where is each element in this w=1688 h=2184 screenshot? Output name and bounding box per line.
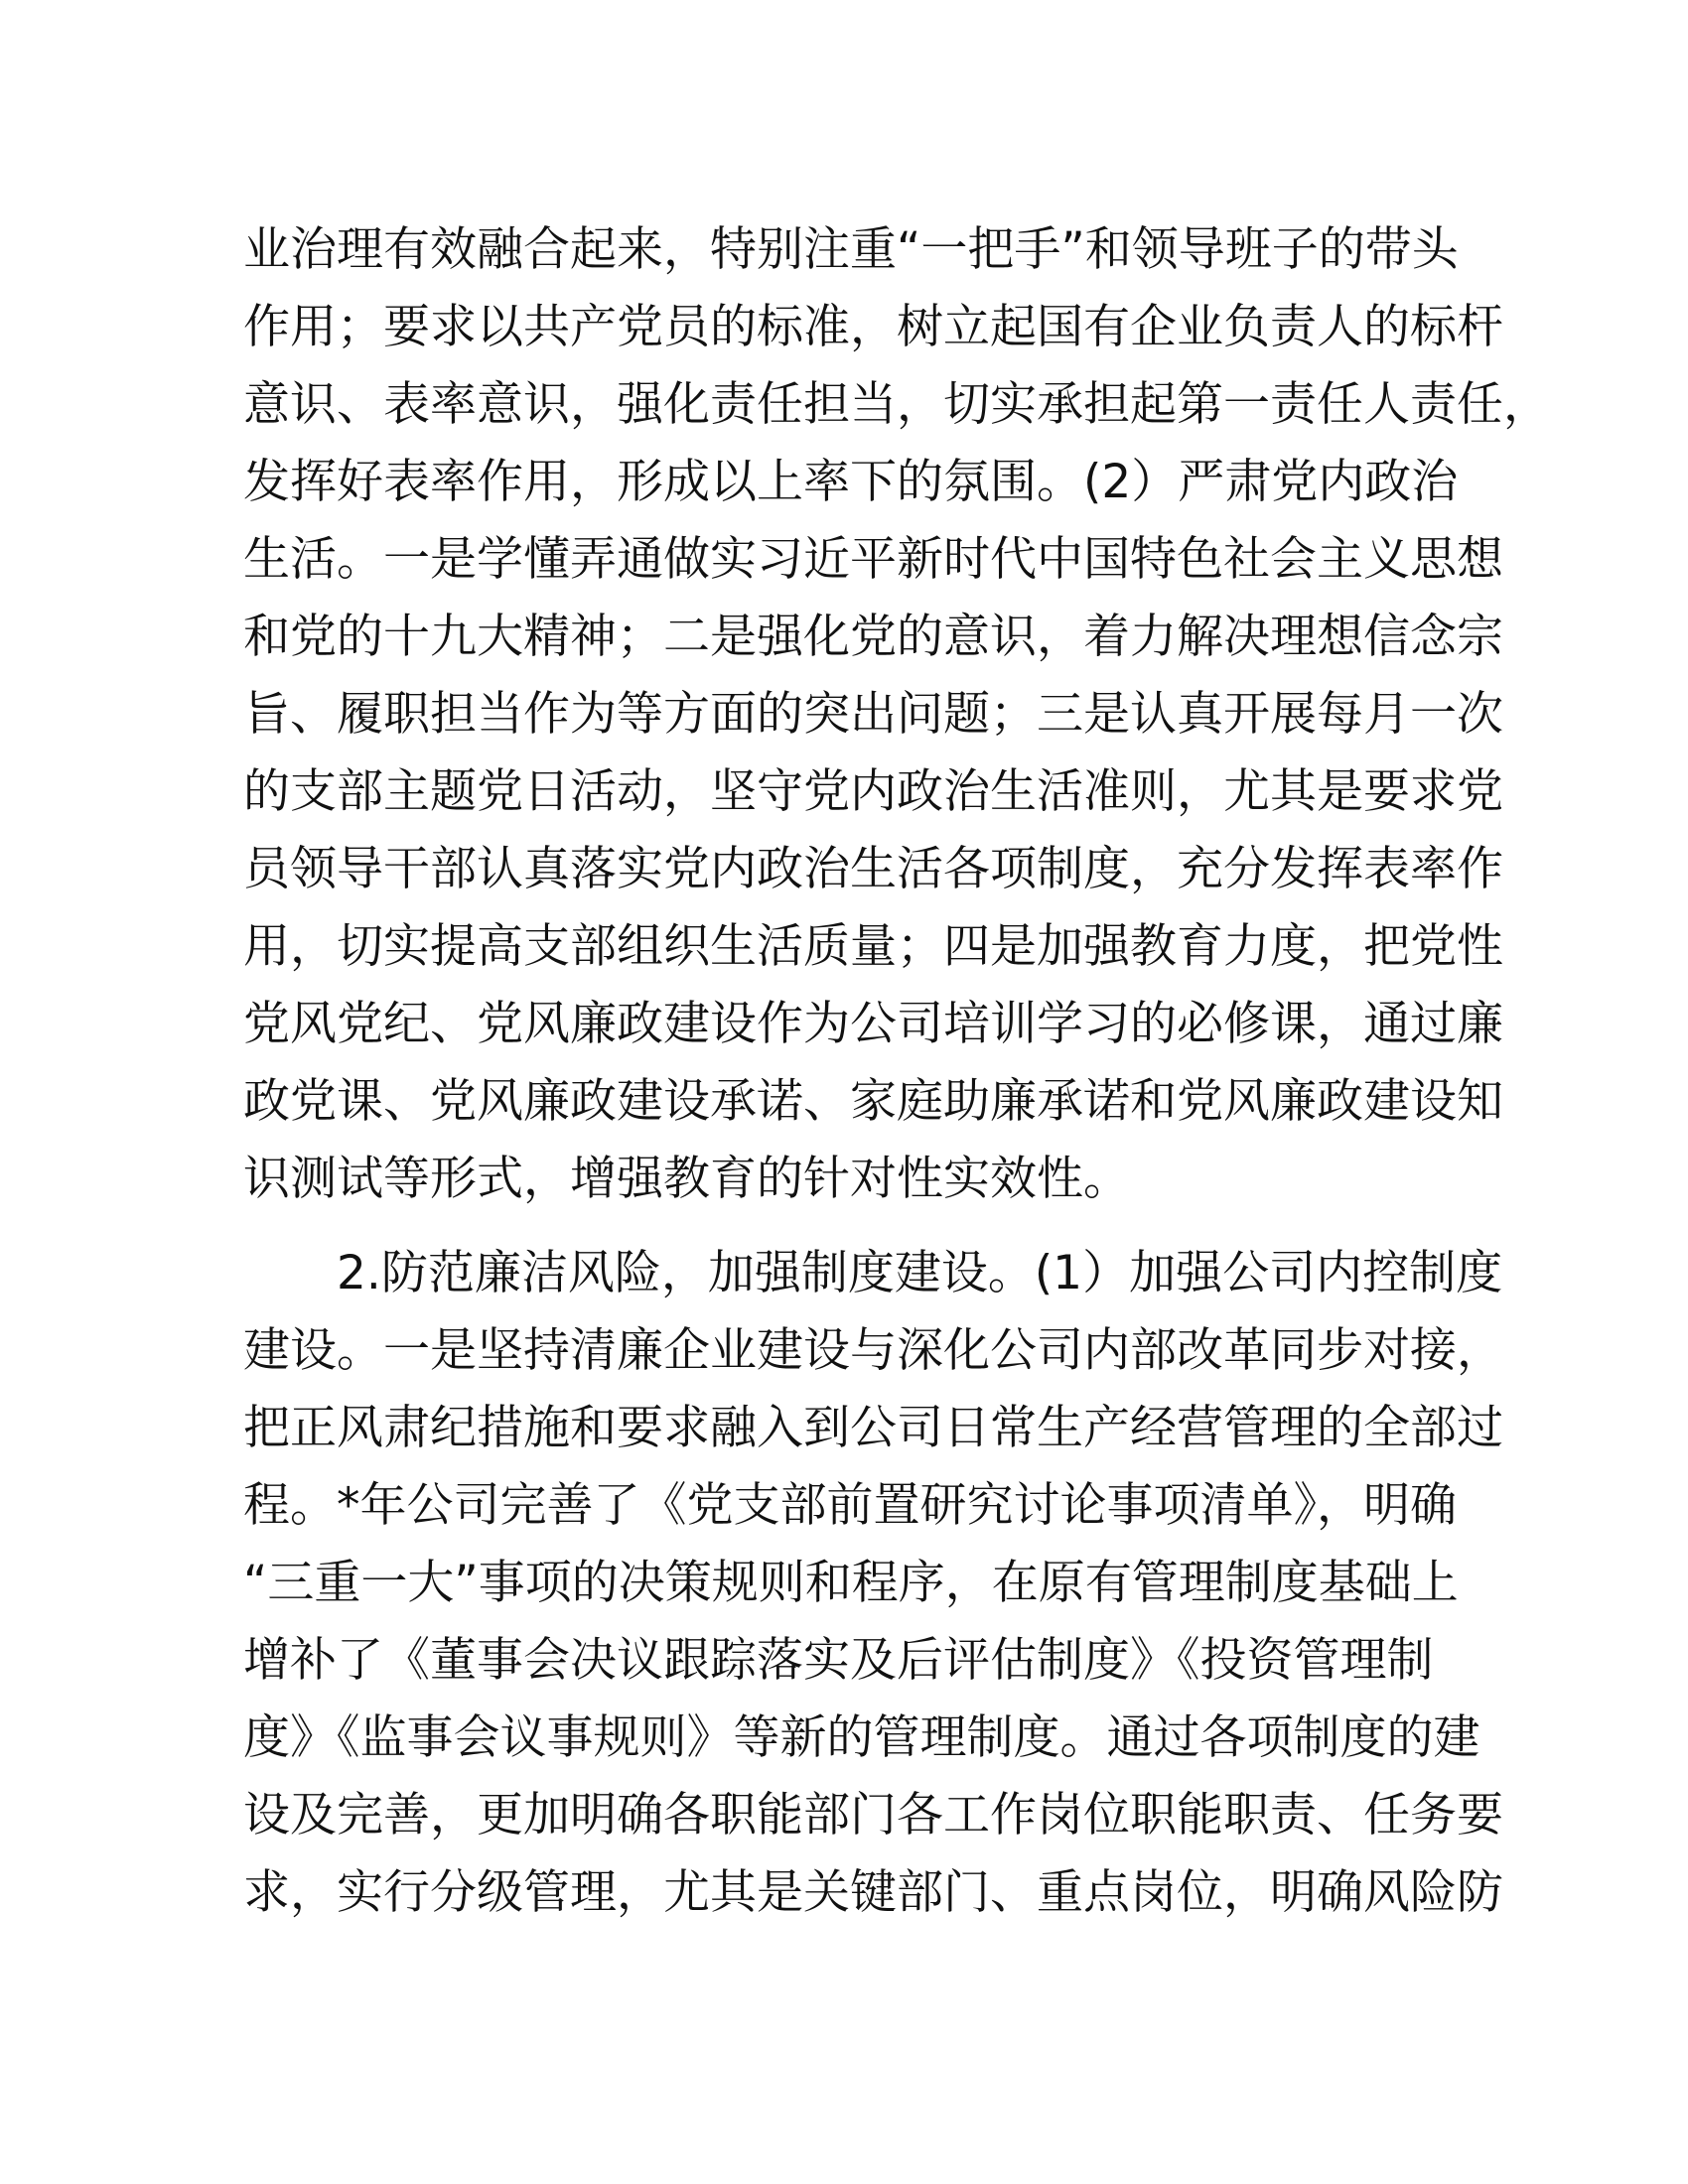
paragraph-line: 2.防范廉洁风险，加强制度建设。(1）加强公司内控制度 [337,1246,1503,1300]
paragraph-line: 度》《监事会议事规则》等新的管理制度。通过各项制度的建 [243,1710,1480,1765]
paragraph-line: 党风党纪、党风廉政建设作为公司培训学习的必修课，通过廉 [243,997,1503,1051]
paragraph-line: 把正风肃纪措施和要求融入到公司日常生产经营管理的全部过 [243,1401,1503,1455]
paragraph-2 [243,1235,1503,1932]
paragraph-line: 用，切实提高支部组织生活质量；四是加强教育力度，把党性 [243,919,1503,974]
paragraph-line: 业治理有效融合起来，特别注重“一把手”和领导班子的带头 [243,222,1459,277]
paragraph-line: 识测试等形式，增强教育的针对性实效性。 [243,1152,1130,1206]
paragraph-line: 生活。一是学懂弄通做实习近平新时代中国特色社会主义思想 [243,532,1503,587]
paragraph-line: 增补了《董事会决议跟踪落实及后评估制度》《投资管理制 [243,1633,1434,1688]
paragraph-line: 发挥好表率作用，形成以上率下的氛围。(2）严肃党内政治 [243,455,1459,509]
document-body [243,211,1550,1932]
paragraph-line: 作用；要求以共产党员的标准，树立起国有企业负责人的标杆 [243,300,1503,354]
paragraph-line: “三重一大”事项的决策规则和程序，在原有管理制度基础上 [243,1556,1459,1610]
paragraph-line: 员领导干部认真落实党内政治生活各项制度，充分发挥表率作 [243,842,1503,896]
paragraph-line: 的支部主题党日活动，坚守党内政治生活准则，尤其是要求党 [243,764,1503,819]
paragraph-line: 意识、表率意识，强化责任担当，切实承担起第一责任人责任， [243,377,1550,432]
paragraph-1 [243,211,1550,1218]
paragraph-spacing [243,1218,1450,1235]
paragraph-line: 求，实行分级管理，尤其是关键部门、重点岗位，明确风险防 [243,1865,1503,1920]
paragraph-line: 设及完善，更加明确各职能部门各工作岗位职能职责、任务要 [243,1788,1503,1843]
paragraph-line: 和党的十九大精神；二是强化党的意识，着力解决理想信念宗 [243,610,1503,664]
paragraph-line: 旨、履职担当作为等方面的突出问题；三是认真开展每月一次 [243,687,1503,742]
paragraph-line: 程。*年公司完善了《党支部前置研究讨论事项清单》，明确 [243,1478,1457,1533]
paragraph-line: 建设。一是坚持清廉企业建设与深化公司内部改革同步对接， [243,1323,1503,1378]
paragraph-line: 政党课、党风廉政建设承诺、家庭助廉承诺和党风廉政建设知 [243,1074,1503,1129]
